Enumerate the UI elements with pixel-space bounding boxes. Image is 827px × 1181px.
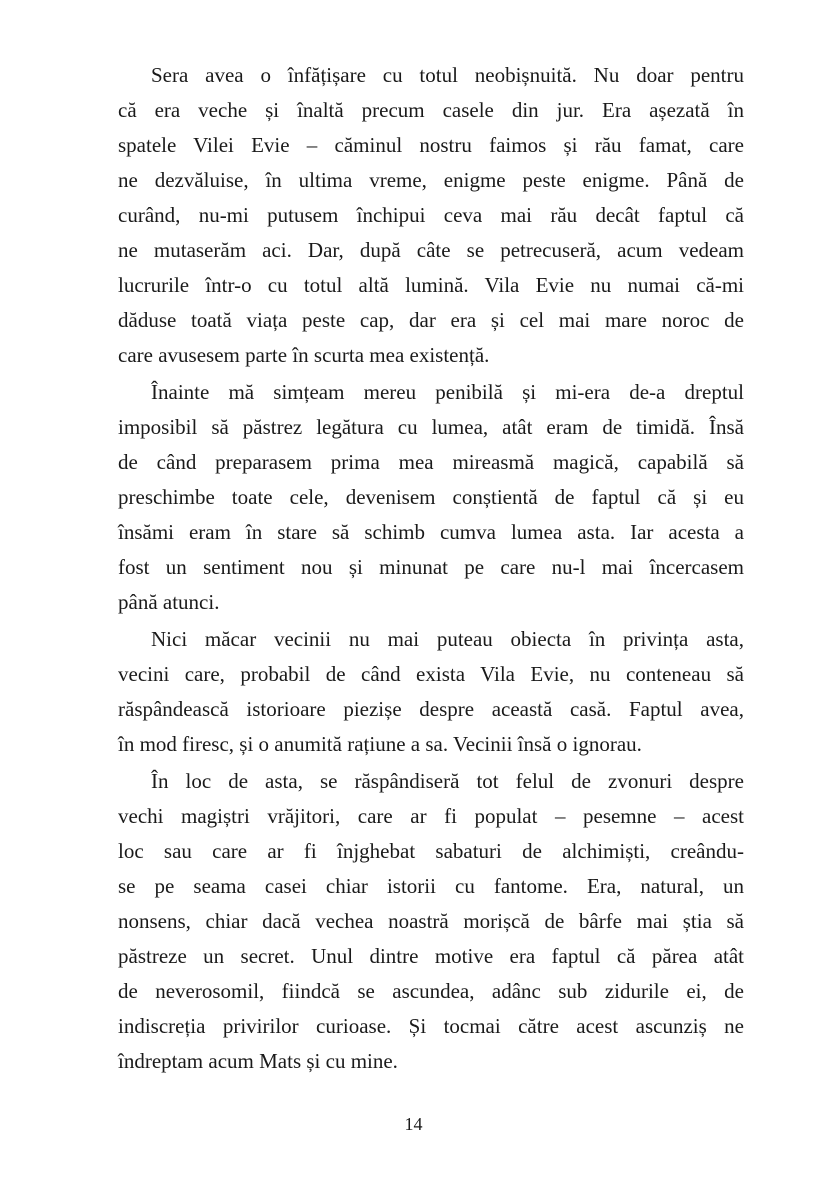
body-text xyxy=(118,58,744,1081)
text-line: lucrurile într-o cu totul altă lumină. Vila Evie nu numai că-mi xyxy=(118,273,744,297)
text-line: îndreptam acum Mats și cu mine. xyxy=(118,1049,398,1073)
text-line: vecini care, probabil de când exista Vila Evie, nu conteneau să xyxy=(118,662,744,686)
text-line: imposibil să păstrez legătura cu lumea, atât eram de timidă. Însă xyxy=(118,415,744,439)
text-line: păstreze un secret. Unul dintre motive era faptul că părea atât xyxy=(118,944,744,968)
paragraph xyxy=(118,622,744,762)
page-number: 14 xyxy=(404,1114,423,1134)
text-line: Nici măcar vecinii nu mai puteau obiecta în privința asta, xyxy=(151,627,744,651)
text-line: spatele Vilei Evie – căminul nostru faimos și rău famat, care xyxy=(118,133,744,157)
text-line: indiscreția privirilor curioase. Și tocmai către acest ascunziș ne xyxy=(118,1014,744,1038)
text-line: fost un sentiment nou și minunat pe care nu-l mai încercasem xyxy=(118,555,744,579)
text-line: În loc de asta, se răspândiseră tot felul de zvonuri despre xyxy=(151,769,744,793)
text-line: loc sau care ar fi înjghebat sabaturi de alchimiști, creându- xyxy=(118,839,744,863)
text-line: însămi eram în stare să schimb cumva lumea asta. Iar acesta a xyxy=(118,520,744,544)
text-line: curând, nu-mi putusem închipui ceva mai rău decât faptul că xyxy=(118,203,744,227)
paragraph xyxy=(118,58,744,373)
text-line: în mod firesc, și o anumită rațiune a sa. Vecinii însă o ignorau. xyxy=(118,732,642,756)
text-line: că era veche și înaltă precum casele din jur. Era așezată în xyxy=(118,98,744,122)
text-line: se pe seama casei chiar istorii cu fantome. Era, natural, un xyxy=(118,874,744,898)
text-line: vechi magiștri vrăjitori, care ar fi populat – pesemne – acest xyxy=(118,804,744,828)
paragraph xyxy=(118,764,744,1079)
text-line: până atunci. xyxy=(118,590,220,614)
text-line: răspândească istorioare piezișe despre această casă. Faptul avea, xyxy=(118,697,744,721)
text-line: dăduse toată viața peste cap, dar era și cel mai mare noroc de xyxy=(118,308,744,332)
text-line: de neverosomil, fiindcă se ascundea, adânc sub zidurile ei, de xyxy=(118,979,744,1003)
text-line: preschimbe toate cele, devenisem conștientă de faptul că și eu xyxy=(118,485,744,509)
text-line: ne dezvăluise, în ultima vreme, enigme peste enigme. Până de xyxy=(118,168,744,192)
text-line: de când preparasem prima mea mireasmă magică, capabilă să xyxy=(118,450,744,474)
paragraph xyxy=(118,375,744,620)
text-line: Înainte mă simțeam mereu penibilă și mi-era de-a dreptul xyxy=(151,380,744,404)
text-line: care avusesem parte în scurta mea existență. xyxy=(118,343,490,367)
text-line: Sera avea o înfățișare cu totul neobișnuită. Nu doar pentru xyxy=(151,63,744,87)
text-line: nonsens, chiar dacă vechea noastră morișcă de bârfe mai știa să xyxy=(118,909,744,933)
text-line: ne mutaserăm aci. Dar, după câte se petrecuseră, acum vedeam xyxy=(118,238,744,262)
